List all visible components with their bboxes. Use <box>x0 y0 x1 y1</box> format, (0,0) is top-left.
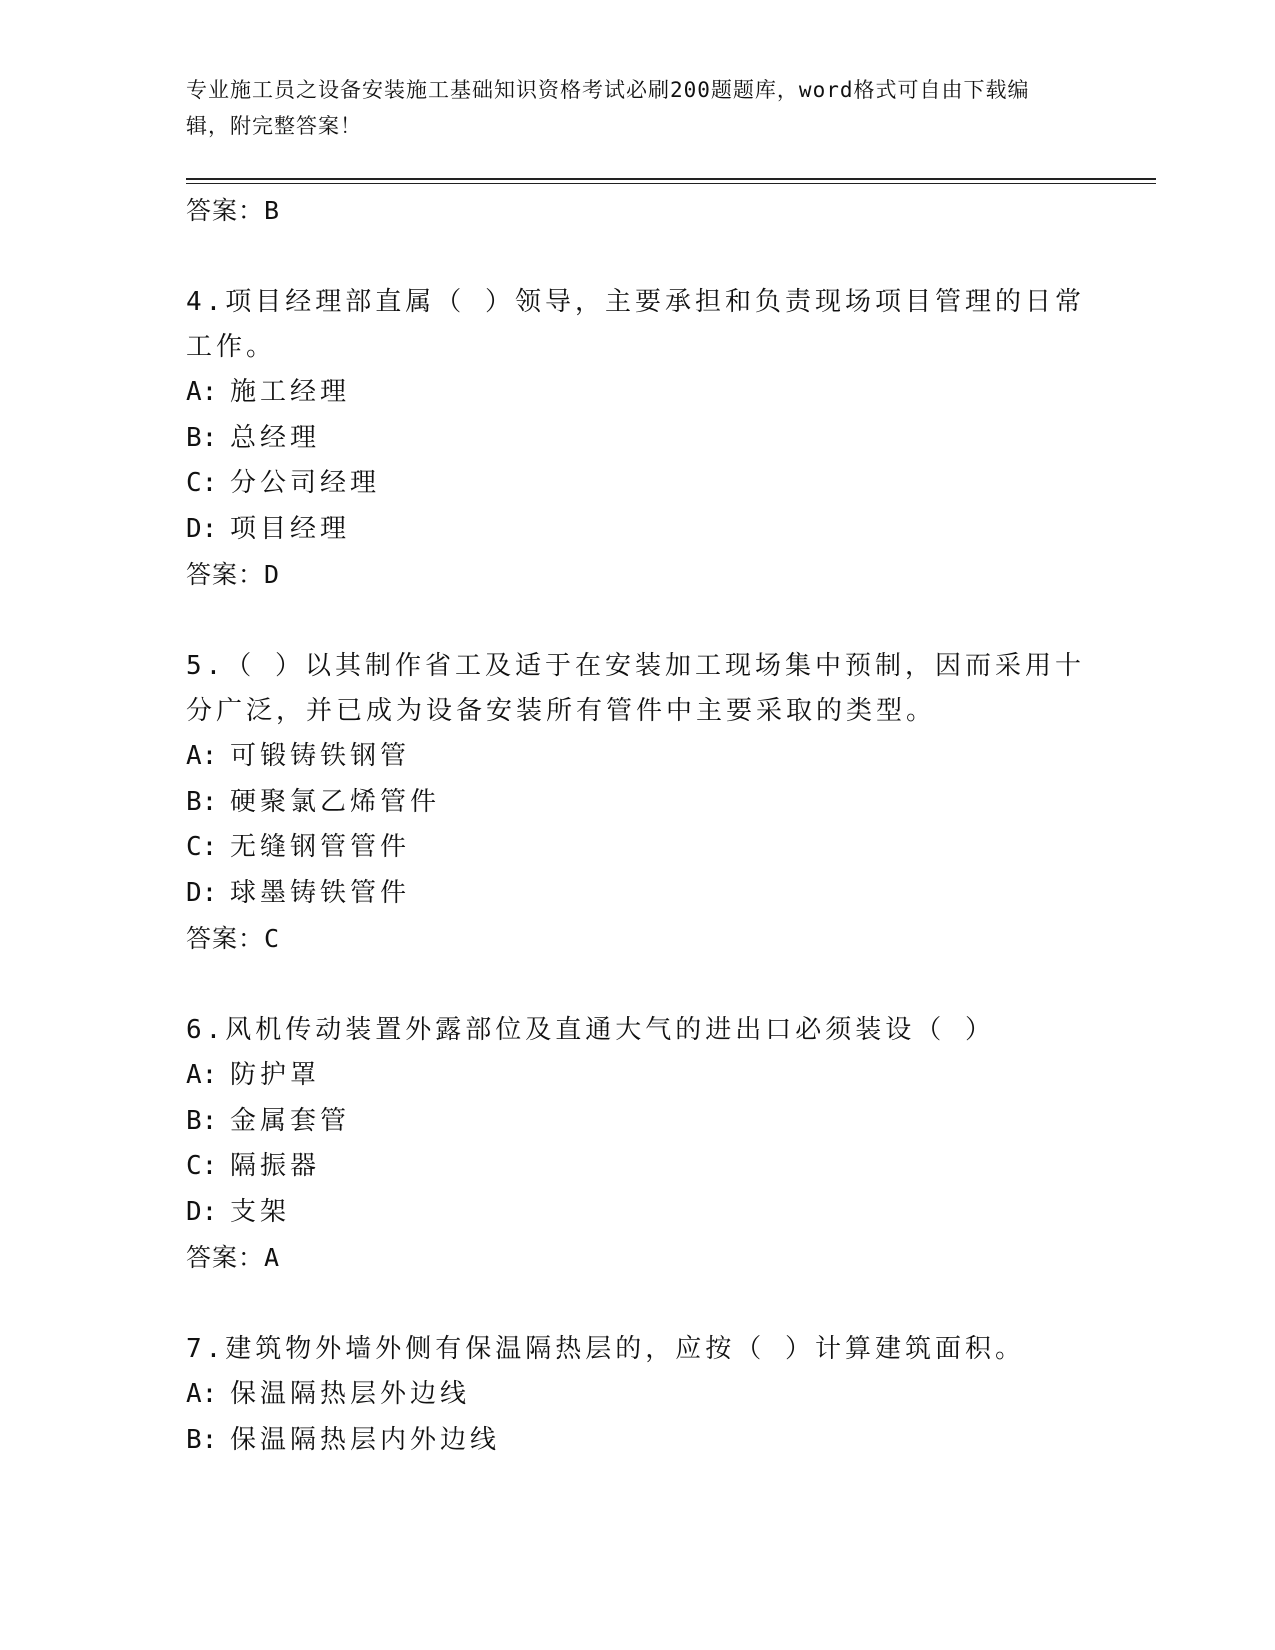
option-key: B: <box>186 786 218 817</box>
option-key: B: <box>186 1424 218 1455</box>
option-key: D: <box>186 513 218 544</box>
option-d <box>186 871 1156 917</box>
question-item <box>186 280 1156 598</box>
option-text: 隔振器 <box>230 1151 321 1181</box>
question-list <box>186 188 1156 1463</box>
answer-label: 答案： <box>186 1243 265 1272</box>
option-key: C: <box>186 1151 218 1181</box>
option-c <box>186 825 1156 871</box>
option-c <box>186 1144 1156 1190</box>
option-text: 保温隔热层内外边线 <box>230 1424 501 1455</box>
option-text: 防护罩 <box>230 1060 321 1090</box>
option-text: 硬聚氯乙烯管件 <box>230 786 441 817</box>
option-text: 支架 <box>230 1196 291 1227</box>
question-item <box>186 1008 1156 1281</box>
answer-line <box>186 916 1156 962</box>
answer-label: 答案： <box>186 924 265 953</box>
option-a <box>186 370 1156 416</box>
option-key: B: <box>186 1105 218 1136</box>
question-stem: 7.建筑物外墙外侧有保温隔热层的，应按（ ）计算建筑面积。 <box>186 1334 1025 1364</box>
question-item <box>186 644 1156 962</box>
answer-label: 答案： <box>186 196 265 225</box>
document-page <box>186 0 1156 1650</box>
answer-value: A <box>264 1243 281 1272</box>
answer-label: 答案： <box>186 560 265 589</box>
option-d <box>186 1190 1156 1236</box>
answer-line <box>186 188 1156 234</box>
option-key: C: <box>186 468 218 498</box>
option-text: 保温隔热层外边线 <box>230 1379 471 1409</box>
option-a <box>186 1053 1156 1099</box>
option-key: A: <box>186 377 218 407</box>
option-key: C: <box>186 832 218 862</box>
option-text: 金属套管 <box>230 1105 351 1136</box>
option-key: B: <box>186 422 218 453</box>
option-key: A: <box>186 1060 218 1090</box>
answer-value: B <box>264 196 281 225</box>
option-key: A: <box>186 1379 218 1409</box>
option-a <box>186 734 1156 780</box>
option-text: 施工经理 <box>230 377 351 407</box>
page-header <box>186 72 1046 144</box>
option-text: 项目经理 <box>230 513 351 544</box>
option-text: 可锻铸铁钢管 <box>230 741 411 771</box>
answer-value: D <box>264 560 281 589</box>
answer-line <box>186 552 1156 598</box>
answer-value: C <box>264 924 281 953</box>
option-text: 无缝钢管管件 <box>230 832 411 862</box>
option-b <box>186 1099 1156 1145</box>
answer-line <box>186 1235 1156 1281</box>
header-rule-thick <box>186 178 1156 180</box>
question-stem: 5.（ ）以其制作省工及适于在安装加工现场集中预制，因而采用十分广泛，并已成为设备安装所有管件中主要采取的类型。 <box>186 651 1085 726</box>
option-b <box>186 780 1156 826</box>
question-stem: 4.项目经理部直属（ ）领导，主要承担和负责现场项目管理的日常工作。 <box>186 287 1085 362</box>
option-c <box>186 461 1156 507</box>
option-b <box>186 1418 1156 1464</box>
option-key: A: <box>186 741 218 771</box>
option-a <box>186 1372 1156 1418</box>
option-text: 分公司经理 <box>230 468 381 498</box>
option-key: D: <box>186 1196 218 1227</box>
header-rule-thin <box>186 183 1156 184</box>
option-text: 球墨铸铁管件 <box>230 877 411 908</box>
option-b <box>186 416 1156 462</box>
option-text: 总经理 <box>230 422 321 453</box>
question-item <box>186 1327 1156 1463</box>
option-d <box>186 507 1156 553</box>
option-key: D: <box>186 877 218 908</box>
question-stem: 6.风机传动装置外露部位及直通大气的进出口必须装设（ ） <box>186 1015 995 1045</box>
header-title: 专业施工员之设备安装施工基础知识资格考试必刷200题题库，word格式可自由下载编辑，附完整答案！ <box>186 78 1030 138</box>
